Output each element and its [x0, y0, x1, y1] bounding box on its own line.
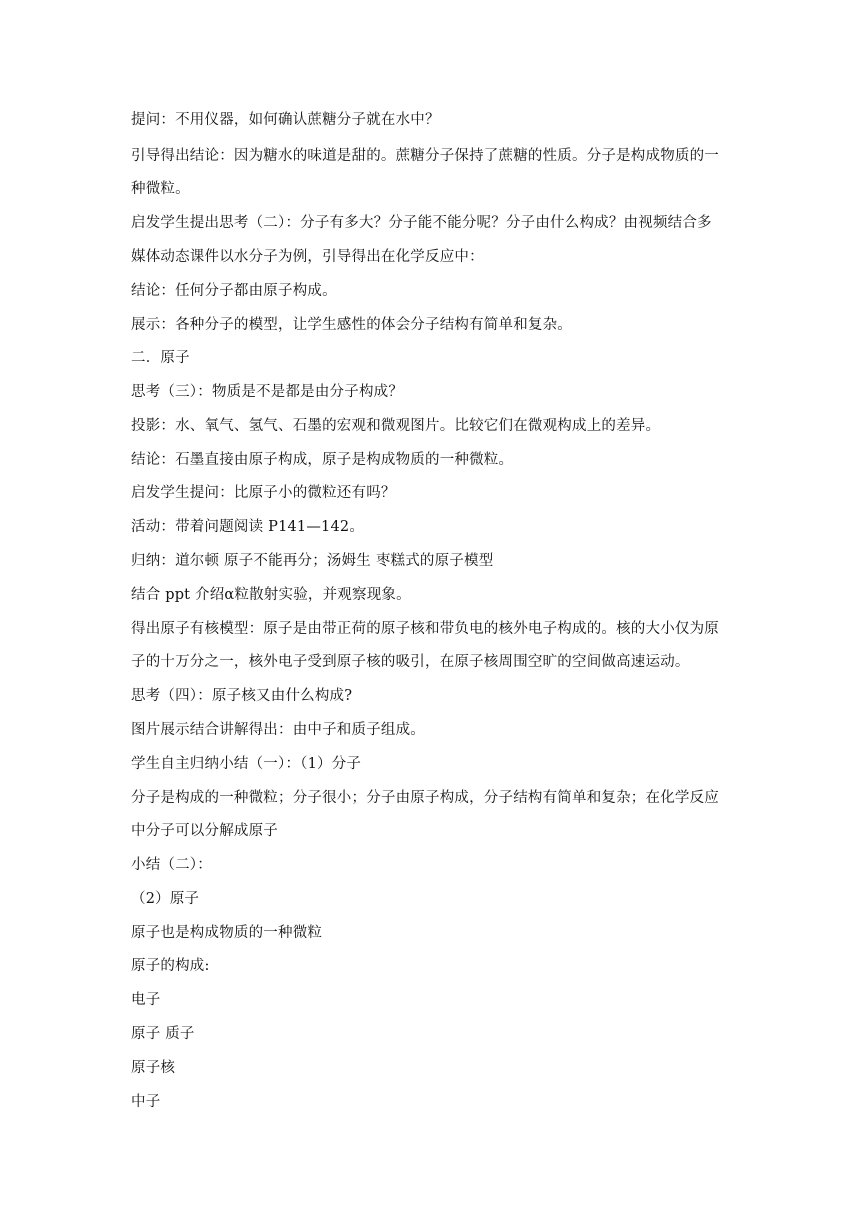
- text-line: 原子的构成:: [131, 958, 210, 974]
- text-line: （2）原子: [131, 891, 200, 907]
- text-line: 媒体动态课件以水分子为例，引导得出在化学反应中：: [131, 249, 484, 265]
- text-line: 中分子可以分解成原子: [131, 823, 278, 839]
- text-line: 引导得出结论：因为糖水的味道是甜的。蔗糖分子保持了蔗糖的性质。分子是构成物质的一: [131, 148, 719, 164]
- text-line: 电子: [131, 992, 161, 1008]
- text-line: 图片展示结合讲解得出：由中子和质子组成。: [131, 722, 425, 738]
- text-line: 提问：不用仪器，如何确认蔗糖分子就在水中？: [131, 112, 440, 128]
- text-line: 结合 ppt 介绍α粒散射实验，并观察现象。: [131, 587, 411, 603]
- text-line: 中子: [131, 1094, 161, 1110]
- text-line: 小结（二）：: [131, 857, 212, 873]
- text-line: 思考（三）：物质是不是都是由分子构成？: [131, 384, 404, 400]
- section-heading: 二．原子: [131, 350, 190, 366]
- text-line: 学生自主归纳小结（一）：（1）分子: [131, 756, 362, 772]
- text-line: 得出原子有核模型：原子是由带正荷的原子核和带负电的核外电子构成的。核的大小仅为原: [131, 621, 719, 637]
- text-line: 分子是构成的一种微粒；分子很小；分子由原子构成，分子结构有简单和复杂；在化学反应: [131, 790, 719, 806]
- text-line: 投影：水、氧气、氢气、石墨的宏观和微观图片。比较它们在微观构成上的差异。: [131, 418, 661, 434]
- text-line: 启发学生提出思考（二）：分子有多大？分子能不能分呢？分子由什么构成？由视频结合多: [131, 215, 712, 231]
- text-line: 原子 质子: [131, 1026, 195, 1042]
- text-line: 归纳：道尔顿 原子不能再分；汤姆生 枣糕式的原子模型: [131, 553, 494, 569]
- text-line: 展示：各种分子的模型，让学生感性的体会分子结构有简单和复杂。: [131, 317, 572, 333]
- text-line: 原子核: [131, 1060, 176, 1076]
- text-line: 结论：石墨直接由原子构成，原子是构成物质的一种微粒。: [131, 452, 514, 468]
- text-line: 结论：任何分子都由原子构成。: [131, 283, 337, 299]
- text-line: 活动：带着问题阅读 P141—142。: [131, 519, 365, 535]
- text-line: 子的十万分之一，核外电子受到原子核的吸引，在原子核周围空旷的空间做高速运动。: [131, 654, 690, 670]
- text-line: 思考（四）：原子核又由什么构成?: [131, 688, 353, 704]
- text-line: 启发学生提问：比原子小的微粒还有吗？: [131, 485, 396, 501]
- text-line: 种微粒。: [131, 181, 190, 197]
- text-line: 原子也是构成物质的一种微粒: [131, 925, 323, 941]
